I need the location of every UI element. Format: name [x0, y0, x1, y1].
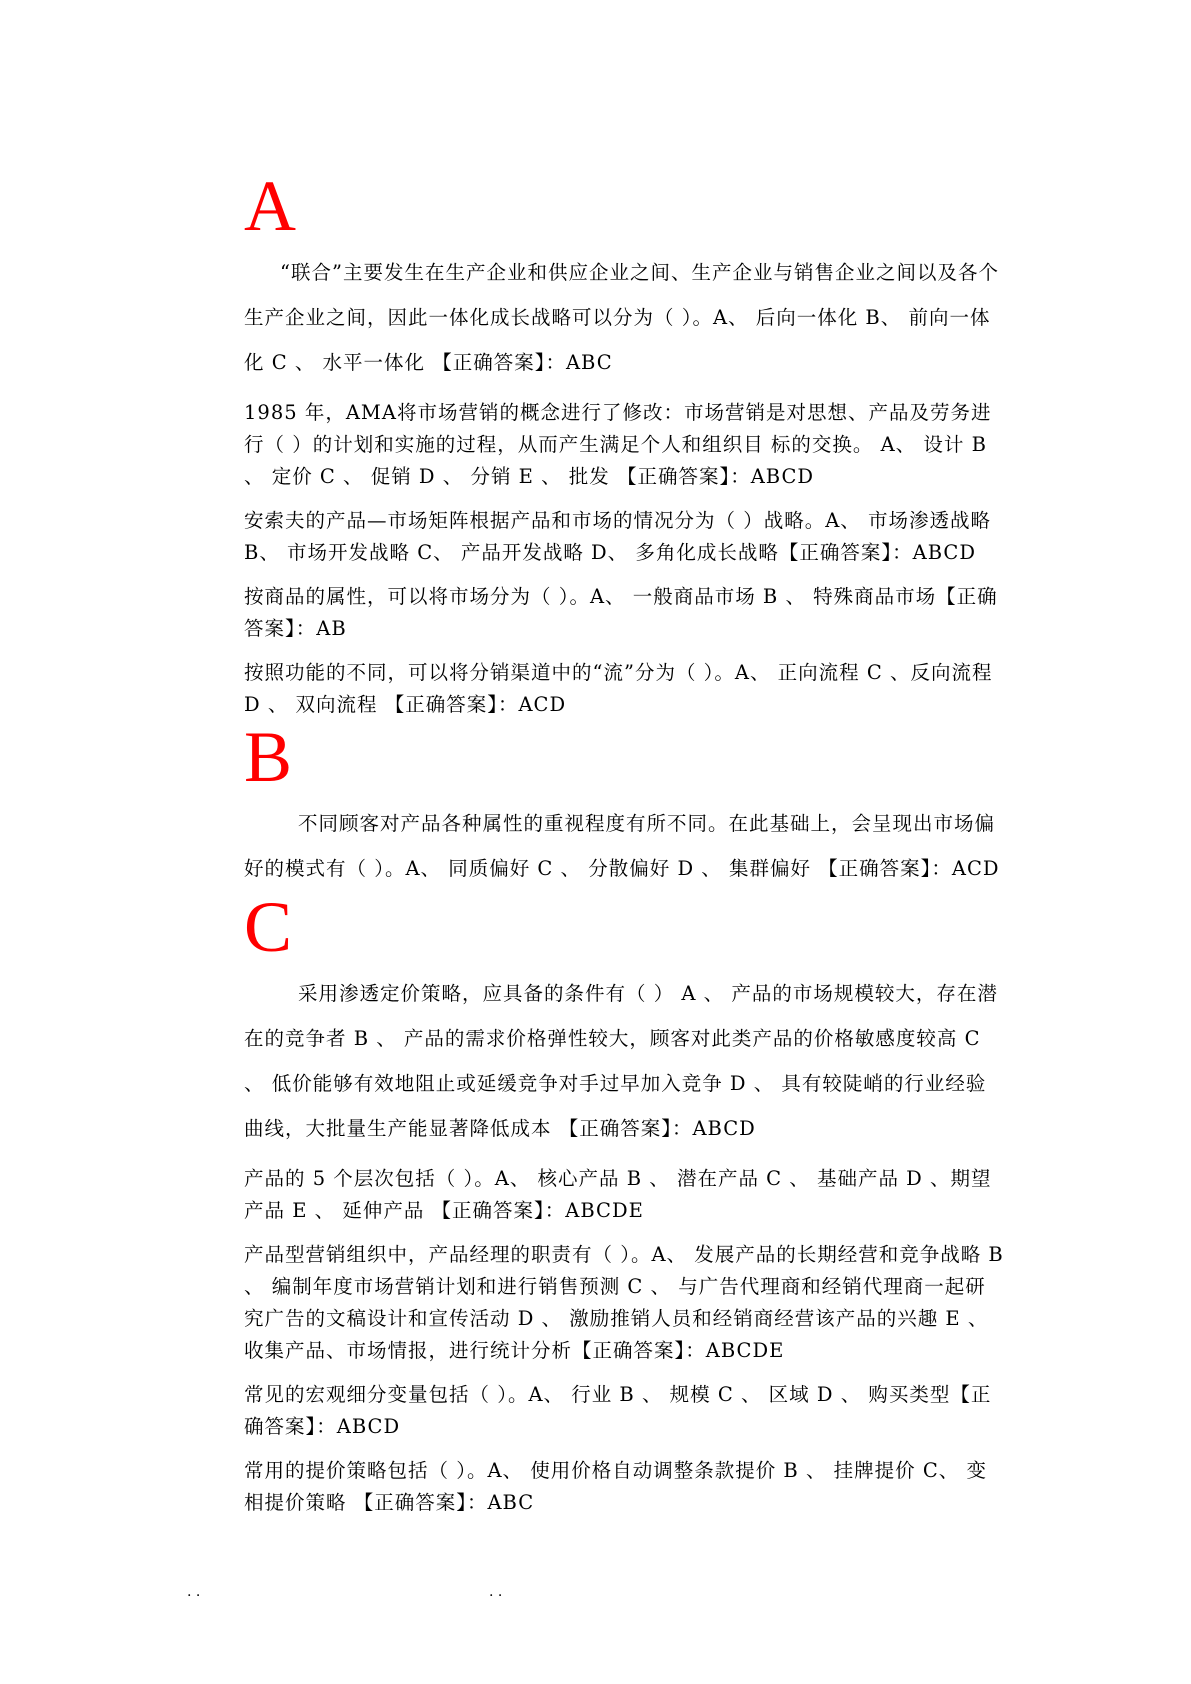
question-c-3: 产品型营销组织中，产品经理的职责有（ ）。A、 发展产品的长期经营和竞争战略 B 、 编制年度市场营销计划和进行销售预测 C 、 与广告代理商和经销代理商一起研究广告的文稿设计和宣传活动 D 、 激励推销人员和经销商经营该产品的兴趣 E 、 收集产品、市场情报，进行统计分析【正确答案】：ABCDE [244, 1243, 1004, 1362]
section-letter-a: A [244, 166, 296, 246]
question-a-2: 1985 年，AMA将市场营销的概念进行了修改：市场营销是对思想、产品及劳务进行（ ）的计划和实施的过程，从而产生满足个人和组织目 标的交换。 A、 设计 B 、 定价 C 、 促销 D 、 分销 E 、 批发 【正确答案】：ABCD [244, 401, 992, 488]
section-letter-c: C [244, 887, 293, 967]
footer-middle-marks: . . [489, 1584, 503, 1600]
page-footer [0, 1582, 1191, 1602]
question-c-2: 产品的 5 个层次包括（ ）。A、 核心产品 B 、 潜在产品 C 、 基础产品 D 、期望产品 E 、 延伸产品 【正确答案】：ABCDE [244, 1167, 992, 1222]
section-b [244, 717, 1004, 891]
question-c-1: 采用渗透定价策略，应具备的条件有（ ） A 、 产品的市场规模较大，存在潜在的竞争者 B 、 产品的需求价格弹性较大，顾客对此类产品的价格敏感度较高 C 、 低价能够有效地阻止或延缓竞争对手过早加入竞争 D 、 具有较陡峭的行业经验曲线，大批量生产能显著降低成本 【正确答案】：ABCD [244, 982, 998, 1140]
section-letter-b: B [244, 717, 293, 797]
section-a [244, 166, 1004, 721]
document-content [244, 166, 1004, 1531]
section-c [244, 887, 1004, 1519]
question-a-5: 按照功能的不同，可以将分销渠道中的“流”分为（ ）。A、 正向流程 C 、反向流程 D 、 双向流程 【正确答案】：ACD [244, 661, 993, 716]
question-c-5: 常用的提价策略包括（ ）。A、 使用价格自动调整条款提价 B 、 挂牌提价 C、 变相提价策略 【正确答案】：ABC [244, 1459, 987, 1514]
question-a-3: 安索夫的产品—市场矩阵根据产品和市场的情况分为（ ）战略。A、 市场渗透战略 B、 市场开发战略 C、 产品开发战略 D、 多角化成长战略【正确答案】：ABCD [244, 509, 991, 564]
question-a-4: 按商品的属性，可以将市场分为（ ）。A、 一般商品市场 B 、 特殊商品市场【正确答案】：AB [244, 585, 998, 640]
question-a-1: “联合”主要发生在生产企业和供应企业之间、生产企业与销售企业之间以及各个生产企业之间，因此一体化成长战略可以分为（ ）。A、 后向一体化 B、 前向一体化 C 、 水平一体化 【正确答案】：ABC [244, 261, 999, 374]
question-b-1: 不同顾客对产品各种属性的重视程度有所不同。在此基础上，会呈现出市场偏好的模式有（ ）。A、 同质偏好 C 、 分散偏好 D 、 集群偏好 【正确答案】：ACD [244, 812, 1000, 880]
question-c-4: 常见的宏观细分变量包括（ ）。A、 行业 B 、 规模 C 、 区域 D 、 购买类型【正确答案】：ABCD [244, 1383, 992, 1438]
footer-left-marks: . . [187, 1584, 201, 1600]
